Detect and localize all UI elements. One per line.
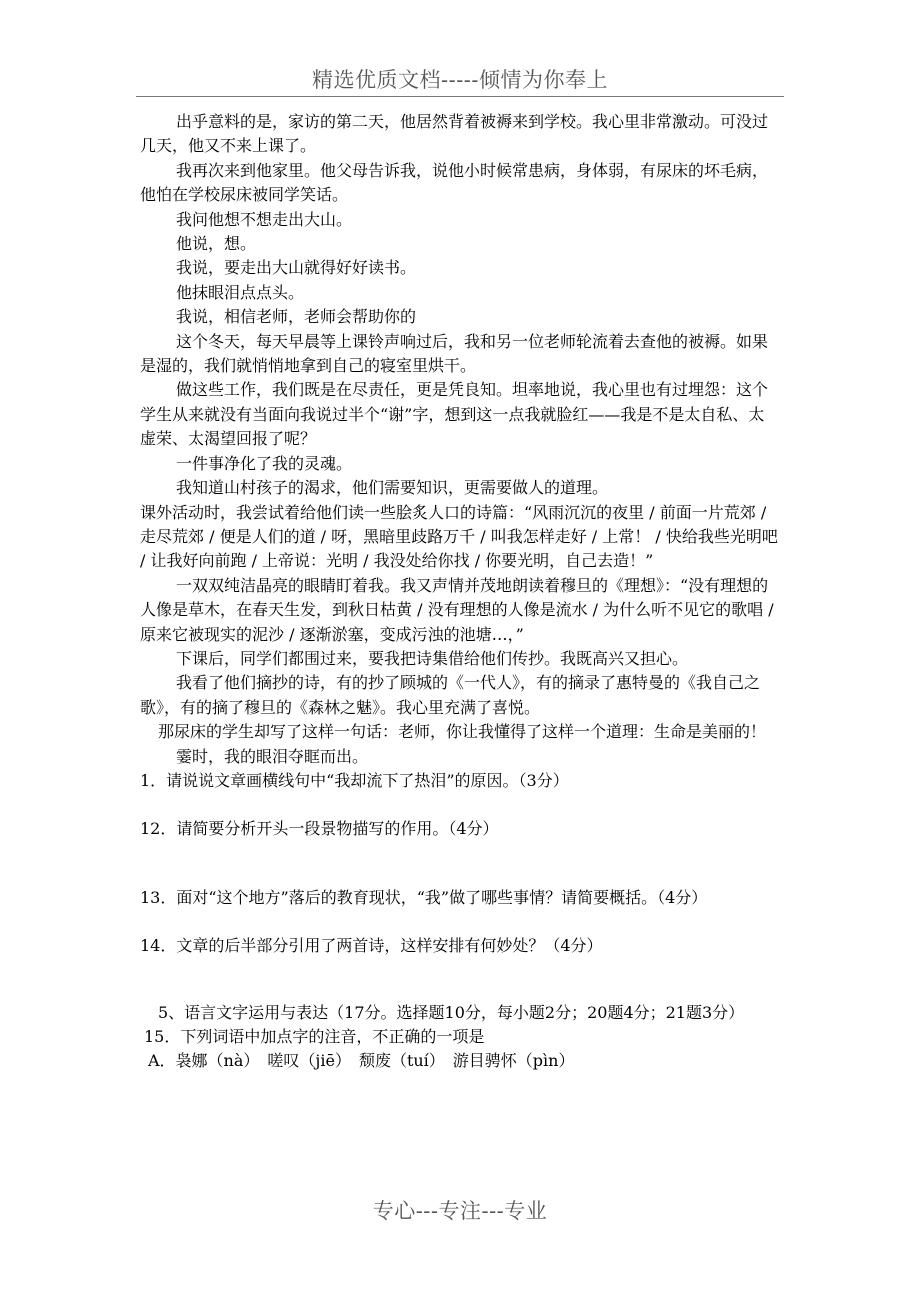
- paragraph: 我问他想不想走出大山。: [176, 209, 353, 229]
- question-1: 1．请说说文章画横线句中“我却流下了热泪”的原因。（3分）: [140, 770, 569, 790]
- paragraph: 一件事净化了我的灵魂。: [176, 453, 353, 473]
- paragraph: 那尿床的学生却写了这样一句话：老师，你让我懂得了这样一个道理：生命是美丽的！: [158, 722, 767, 742]
- header-divider: [136, 96, 784, 97]
- question-14: 14．文章的后半部分引用了两首诗，这样安排有何妙处？（4分）: [140, 936, 603, 956]
- section-5-heading: 5、语言文字运用与表达（17分。选择题10分，每小题2分；20题4分；21题3分）: [158, 1002, 745, 1022]
- page-footer: 专心---专注---专业: [372, 1199, 548, 1223]
- paragraph: 我看了他们摘抄的诗，有的抄了顾城的《一代人》，有的摘录了惠特曼的《我自己之歌》，有的摘了穆旦的《森林之魅》。我心里充满了喜悦。: [140, 673, 761, 717]
- paragraph: 下课后，同学们都围过来，要我把诗集借给他们传抄。我既高兴又担心。: [176, 648, 689, 668]
- paragraph: 霎时，我的眼泪夺眶而出。: [176, 746, 369, 766]
- answer-space: [140, 910, 780, 934]
- paragraph: 做这些工作，我们既是在尽责任，更是凭良知。坦率地说，我心里也有过埋怨：这个学生从来就没有当面向我说过半个“谢”字，想到这一点我就脸红——我是不是太自私、太虚荣、太渴望回报了呢？: [140, 380, 769, 449]
- paragraph: 我再次来到他家里。他父母告诉我，说他小时候常患病，身体弱，有尿床的坏毛病，他怕在学校尿床被同学笑话。: [140, 160, 769, 205]
- paragraph: 我说，要走出大山就得好好读书。: [176, 258, 417, 278]
- question-13: 13．面对“这个地方”落后的教育现状，“我”做了哪些事情？请简要概括。（4分）: [140, 887, 708, 907]
- question-15: 15．下列词语中加点字的注音，不正确的一项是: [144, 1027, 485, 1046]
- paragraph: 他抹眼泪点点头。: [176, 282, 305, 302]
- question-12: 12．请简要分析开头一段景物描写的作用。（4分）: [140, 819, 499, 839]
- paragraph: 我说，相信老师，老师会帮助你的: [176, 307, 417, 327]
- option-a: A．袅娜（nà） 嗟叹（jiē） 颓废（tuí） 游目骋怀（pìn）: [148, 1051, 575, 1071]
- paragraph: 这个冬天，每天早晨等上课铃声响过后，我和另一位老师轮流着去查他的被褥。如果是湿的，我们就悄悄地拿到自己的寝室里烘干。: [140, 331, 769, 376]
- paragraph: 出乎意料的是，家访的第二天，他居然背着被褥来到学校。我心里非常激动。可没过几天，他又不来上课了。: [140, 112, 769, 156]
- paragraph: 我知道山村孩子的渴求，他们需要知识，更需要做人的道理。: [176, 478, 609, 498]
- answer-space: [140, 842, 780, 886]
- paragraph: 一双双纯洁晶亮的眼睛盯着我。我又声情并茂地朗读着穆旦的《理想》：“没有理想的人像是草木，在春天生发，到秋日枯黄 / 没有理想的人像是流水 / 为什么听不见它的歌唱 / 原来它被现实的泥沙 / 逐渐淤塞，变成污浊的池塘…，”: [140, 575, 774, 644]
- answer-space: [140, 959, 780, 1001]
- paragraph: 课外活动时，我尝试着给他们读一些脍炙人口的诗篇：“风雨沉沉的夜里 / 前面一片荒郊 / 走尽荒郊 / 便是人们的道 / 呀，黑暗里歧路万千 / 叫我怎样走好 / 上常！ / 快给我些光明吧 / 让我好向前跑 / 上帝说：光明 / 我没处给你找 / 你要光明，自己去造！”: [140, 502, 778, 571]
- page-header: 精选优质文档-----倾情为你奉上: [312, 68, 608, 92]
- answer-space: [140, 793, 780, 817]
- paragraph: 他说，想。: [176, 234, 257, 254]
- document-body: [140, 110, 780, 1074]
